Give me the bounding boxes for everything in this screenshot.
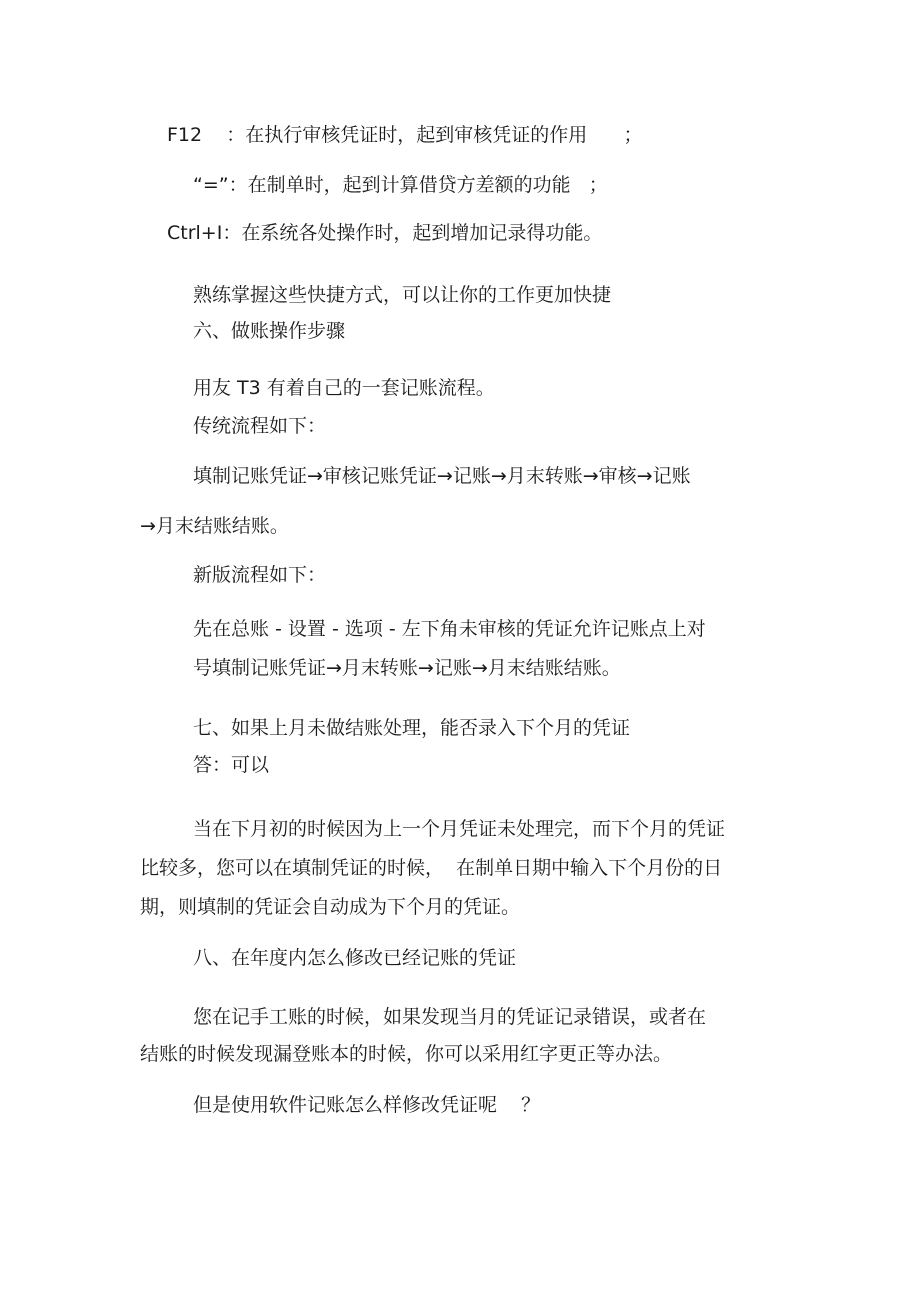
- new-flow-label: 新版流程如下：: [193, 564, 327, 586]
- section-seven-heading: 七、如果上月未做结账处理，能否录入下个月的凭证: [193, 717, 631, 739]
- shortcut-ctrl-i-line: Ctrl+I：在系统各处操作时，起到增加记录得功能。: [167, 222, 603, 244]
- shortcut-summary-line: 熟练掌握这些快捷方式，可以让你的工作更加快捷: [193, 284, 612, 306]
- traditional-flow-line-2: →月末结账结账。: [140, 515, 289, 537]
- section-eight-paragraph-line-1: 您在记手工账的时候，如果发现当月的凭证记录错误，或者在: [193, 1006, 707, 1028]
- shortcut-f12-line: F12 ：在执行审核凭证时，起到审核凭证的作用 ；: [167, 124, 643, 146]
- traditional-flow-label: 传统流程如下：: [193, 415, 327, 437]
- section-seven-answer: 答：可以: [193, 754, 270, 776]
- shortcut-equals-line: “=”：在制单时，起到计算借贷方差额的功能 ；: [193, 174, 608, 196]
- new-flow-line-1: 先在总账 - 设置 - 选项 - 左下角未审核的凭证允许记账点上对: [193, 618, 706, 640]
- section-seven-paragraph-line-3: 期，则填制的凭证会自动成为下个月的凭证。: [140, 896, 521, 918]
- new-flow-line-2: 号填制记账凭证→月末转账→记账→月末结账结账。: [193, 657, 621, 679]
- t3-intro-line: 用友 T3 有着自己的一套记账流程。: [193, 377, 495, 399]
- section-seven-paragraph-line-1: 当在下月初的时候因为上一个月凭证未处理完，而下个月的凭证: [193, 818, 726, 840]
- traditional-flow-line-1: 填制记账凭证→审核记账凭证→记账→月末转账→审核→记账: [193, 465, 691, 487]
- section-six-heading: 六、做账操作步骤: [193, 320, 346, 342]
- section-seven-paragraph-line-2: 比较多，您可以在填制凭证的时候， 在制单日期中输入下个月份的日: [140, 857, 723, 879]
- section-eight-heading: 八、在年度内怎么修改已经记账的凭证: [193, 947, 517, 969]
- section-eight-question-line: 但是使用软件记账怎么样修改凭证呢 ？: [193, 1094, 541, 1116]
- section-eight-paragraph-line-2: 结账的时候发现漏登账本的时候，你可以采用红字更正等办法。: [140, 1043, 673, 1065]
